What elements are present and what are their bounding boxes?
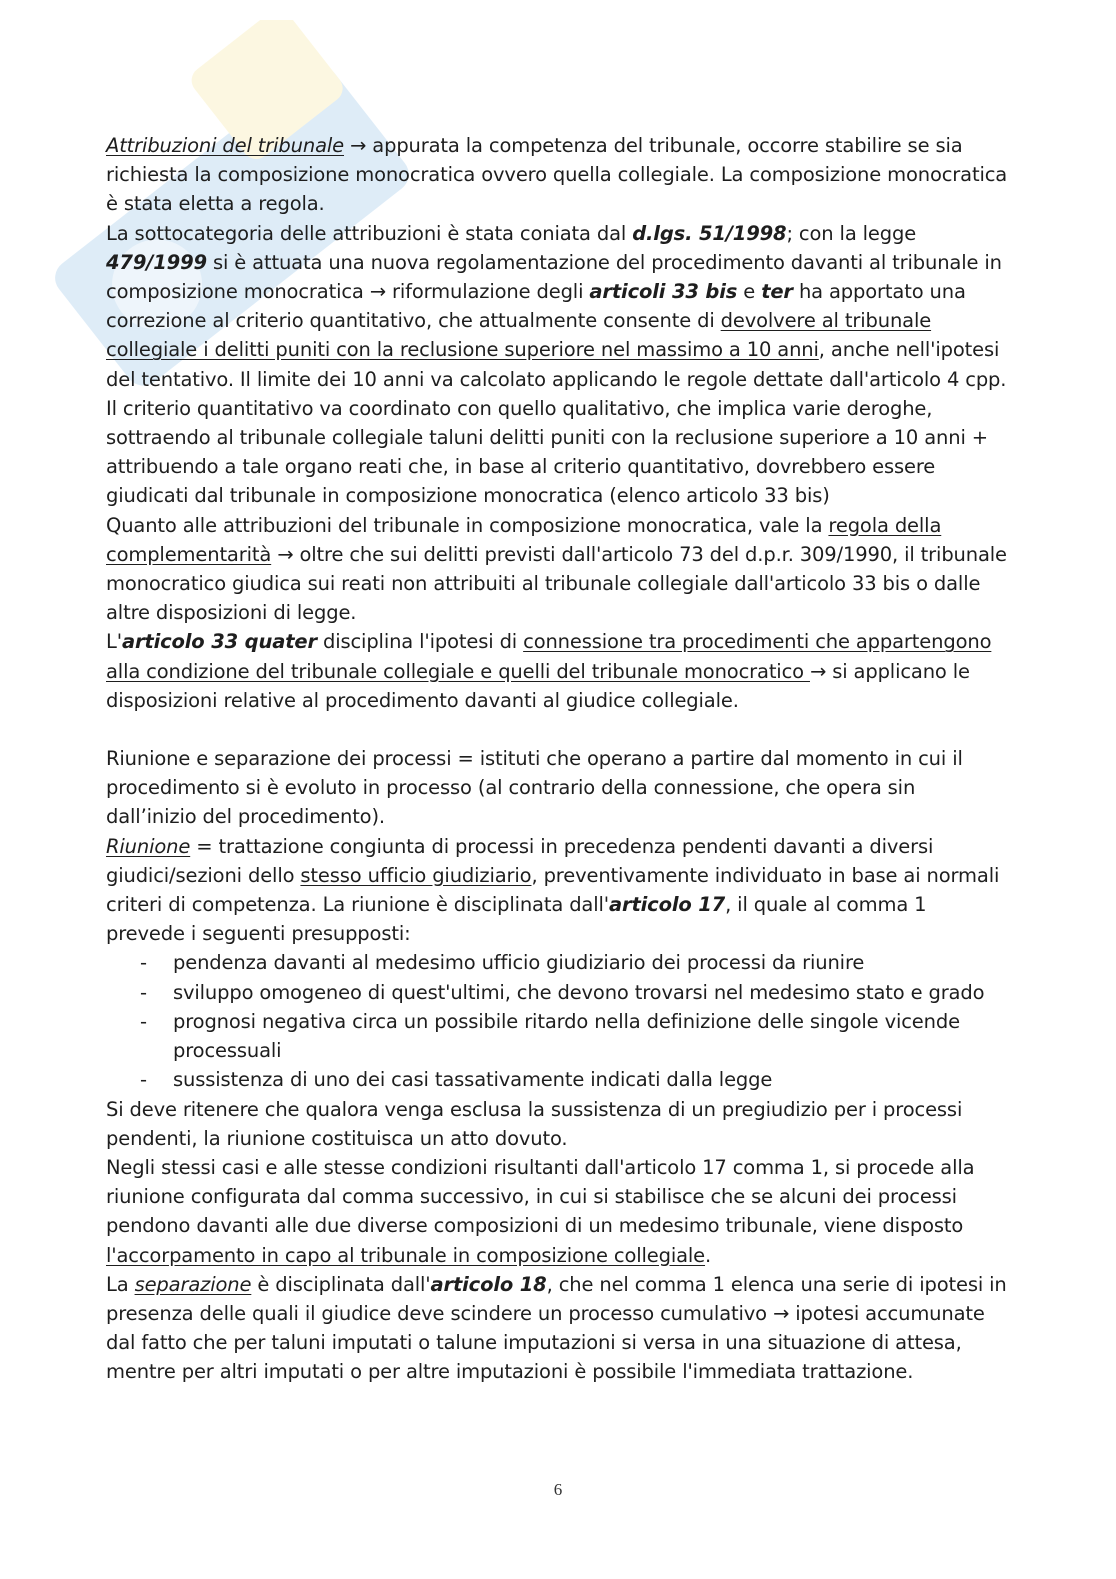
paragraph-gap (106, 715, 1011, 744)
arrow-icon: → (344, 134, 373, 157)
paragraph-sottocategoria: La sottocategoria delle attribuzioni è stata coniata dal d.lgs. 51/1998; con la legge 479/1999 si è attuata una nuova regolamentazione del procedimento davanti al tribunale in composizione monocratica → riformulazione degli articoli 33 bis e ter ha apportato una correzione al criterio quantitativo, che attualmente consente di devolvere al tribunale collegiale i delitti puniti con la reclusione superiore nel massimo a 10 anni, anche nell'ipotesi del tentativo. Il limite dei 10 anni va calcolato applicando le regole dettate dall'articolo 4 cpp. (106, 221, 1007, 391)
document-body (106, 131, 1011, 1387)
paragraph-riunione-separazione: Riunione e separazione dei processi = istituti che operano a partire dal momento in cui il procedimento si è evoluto in processo (al contrario della connessione, che opera sin dall’inizio del procedimento). (106, 747, 963, 829)
section-title-attribuzioni: Attribuzioni del tribunale (106, 134, 344, 157)
paragraph-riunione: Riunione = trattazione congiunta di processi in precedenza pendenti davanti a diversi giudici/sezioni dello stesso ufficio giudiziario, preventivamente individuato in base ai normali criteri di competenza. La riunione è disciplinata dall'articolo 17, il quale al comma 1 prevede i seguenti presupposti: (106, 834, 1000, 946)
list-item: - sussistenza di uno dei casi tassativamente indicati dalla legge (173, 1065, 1011, 1094)
list-item: - sviluppo omogeneo di quest'ultimi, che devono trovarsi nel medesimo stato e grado (173, 978, 1011, 1007)
page-number: 6 (553, 1480, 563, 1499)
paragraph-33-quater: L'articolo 33 quater disciplina l'ipotesi di connessione tra procedimenti che appartengono alla condizione del tribunale collegiale e quelli del tribunale monocratico → si applicano le disposizioni relative al procedimento davanti al giudice collegiale. (106, 630, 992, 712)
paragraph-separazione: La separazione è disciplinata dall'articolo 18, che nel comma 1 elenca una serie di ipotesi in presenza delle quali il giudice deve scindere un processo cumulativo → ipotesi accumunate dal fatto che per taluni imputati o talune imputazioni si versa in una situazione di attesa, mentre per altri imputati o per altre imputazioni è possibile l'immediata trattazione. (106, 1272, 1007, 1384)
paragraph-atto-dovuto: Si deve ritenere che qualora venga esclusa la sussistenza di un pregiudizio per i processi pendenti, la riunione costituisca un atto dovuto. (106, 1097, 963, 1150)
paragraph-attribuzioni: Attribuzioni del tribunale → appurata la competenza del tribunale, occorre stabilire se sia richiesta la composizione monocratica ovvero quella collegiale. La composizione monocratica è stata eletta a regola. (106, 134, 1008, 216)
paragraph-criterio-quantitativo: Il criterio quantitativo va coordinato con quello qualitativo, che implica varie deroghe, sottraendo al tribunale collegiale taluni delitti puniti con la reclusione superiore a 10 anni + attribuendo a tale organo reati che, in base al criterio quantitativo, dovrebbero essere giudicati dal tribunale in composizione monocratica (elenco articolo 33 bis) (106, 396, 988, 508)
list-item: - pendenza davanti al medesimo ufficio giudiziario dei processi da riunire (173, 948, 1011, 977)
paragraph-complementarita: Quanto alle attribuzioni del tribunale in composizione monocratica, vale la regola della complementarità → oltre che sui delitti previsti dall'articolo 73 del d.p.r. 309/1990, il tribunale monocratico giudica sui reati non attribuiti al tribunale collegiale dall'articolo 33 bis o dalle altre disposizioni di legge. (106, 513, 1007, 625)
presupposti-list (106, 948, 1011, 1094)
list-item: - prognosi negativa circa un possibile ritardo nella definizione delle singole vicende processuali (173, 1007, 1011, 1065)
paragraph-accorpamento: Negli stessi casi e alle stesse condizioni risultanti dall'articolo 17 comma 1, si procede alla riunione configurata dal comma successivo, in cui si stabilisce che se alcuni dei processi pendono davanti alle due diverse composizioni di un medesimo tribunale, viene disposto l'accorpamento in capo al tribunale in composizione collegiale. (106, 1155, 975, 1267)
